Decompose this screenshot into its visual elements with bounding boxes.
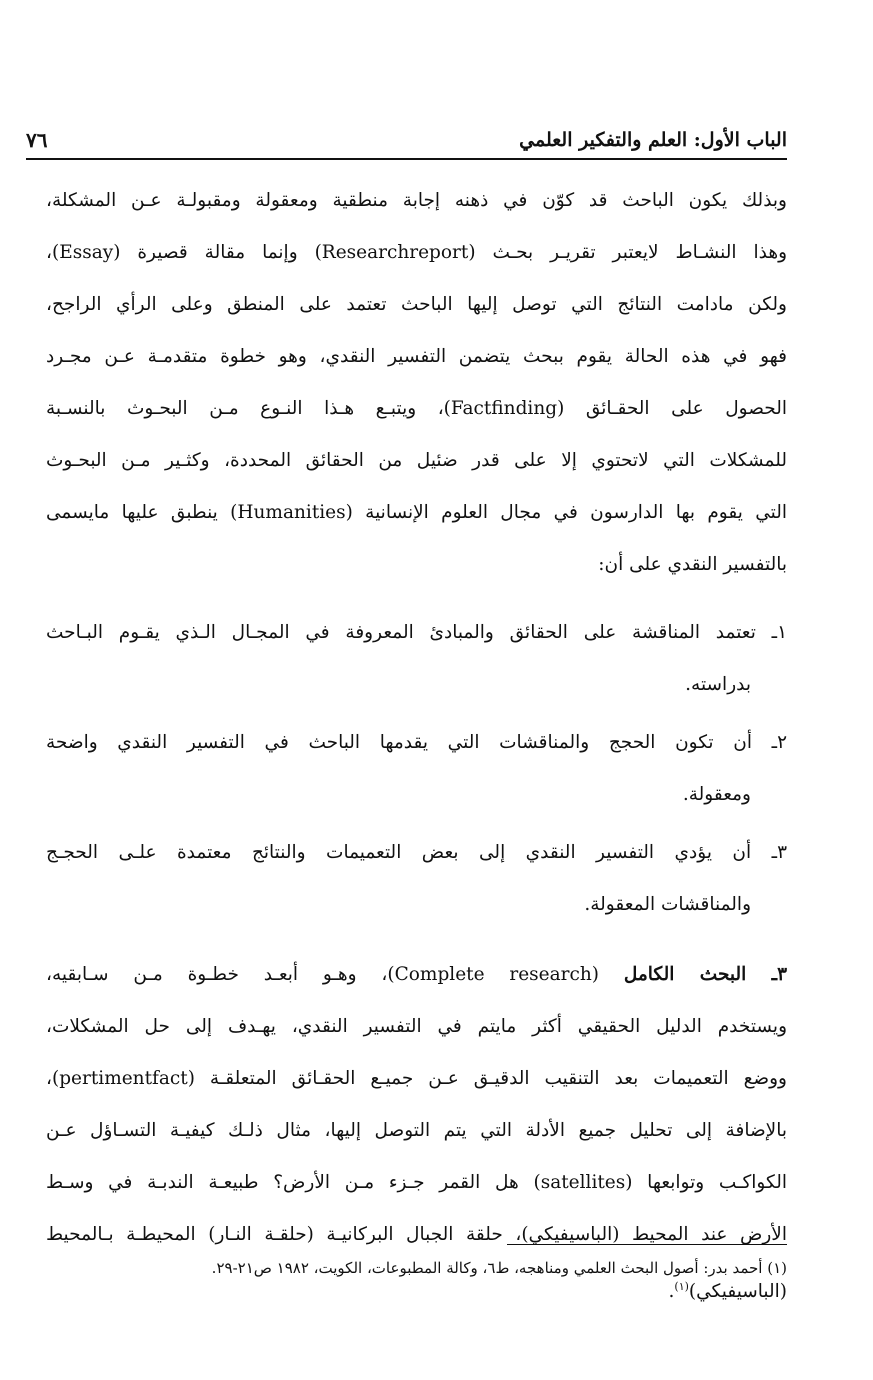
footnote-reference: (١): [674, 1280, 689, 1293]
intro-line: التي يقوم بها الدارسون في مجال العلوم الإنسانية (Humanities) ينطبق عليها مايسمى: [46, 502, 787, 523]
list-item-line: ومعقولة.: [682, 784, 751, 805]
list-item: [46, 607, 787, 711]
section-line: ووضع التعميمات بعد التنقيب الدقيـق عـن جميـع الحقـائق المتعلقـة (pertimentfact)،: [46, 1068, 787, 1089]
intro-line: وهذا النشـاط لايعتبر تقريـر بحـث (Researchreport) وإنما مقالة قصيرة (Essay)،: [46, 242, 787, 263]
list-item-line: ٣ـ أن يؤدي التفسير النقدي إلى بعض التعميمات والنتائج معتمدة علـى الحجـج: [46, 842, 787, 863]
footnote: (١) أحمد بدر: أصول البحث العلمي ومناهجه، ط٦، وكالة المطبوعات، الكويت، ١٩٨٢ ص٢١-٢٩.: [211, 1259, 787, 1277]
section-line: الكواكـب وتوابعها (satellites) هل القمر جـزء مـن الأرض؟ طبيعـة الندبـة في وسـط: [46, 1172, 787, 1193]
page-number: ٧٦: [26, 128, 48, 152]
running-header: [26, 122, 787, 160]
page-body: [46, 175, 787, 1313]
list-item-line: ١ـ تعتمد المناقشة على الحقائق والمبادئ المعروفة في المجـال الـذي يقـوم البـاحث: [46, 622, 787, 643]
chapter-title: الباب الأول: العلم والتفكير العلمي: [519, 129, 787, 151]
list-item-line: ٢ـ أن تكون الحجج والمناقشات التي يقدمها الباحث في التفسير النقدي واضحة: [46, 732, 787, 753]
section-body-lines: [46, 1001, 787, 1261]
intro-line: ولكن مادامت النتائج التي توصل إليها الباحث تعتمد على المنطق وعلى الرأي الراجح،: [46, 294, 787, 315]
intro-paragraph: [46, 175, 787, 591]
intro-line: الحصول على الحقـائق (Factfinding)، ويتبـع هـذا النـوع مـن البحـوث بالنسـبة: [46, 398, 787, 419]
section-last-line-end: .: [668, 1281, 675, 1303]
footnote-separator: [507, 1244, 787, 1245]
section-first-line-rest: (Complete research)، وهـو أبعـد خطـوة مـن سـابقيه،: [46, 964, 624, 985]
intro-line: بالتفسير النقدي على أن:: [598, 554, 787, 575]
section-lead-term: ٣ًـ البحث الكامل: [623, 964, 787, 985]
section-line: بالإضافة إلى تحليل جميع الأدلة التي يتم التوصل إليها، مثال ذلـك كيفيـة التسـاؤل عـن: [46, 1120, 787, 1141]
section-first-line: [46, 949, 787, 1001]
section-line: الأرض عند المحيط (الباسيفيكي)، حلقة الجبال البركانيـة (حلقـة النـار) المحيطـة بـالمحيط: [46, 1224, 787, 1245]
section-last-line-text: (الباسيفيكي): [688, 1281, 787, 1303]
list-item: [46, 827, 787, 931]
intro-line: للمشكلات التي لاتحتوي إلا على قدر ضئيل من الحقائق المحددة، وكثـير مـن البحـوث: [46, 450, 787, 471]
list-item-line: بدراسته.: [685, 674, 751, 695]
numbered-list: [46, 607, 787, 931]
intro-line: فهو في هذه الحالة يقوم ببحث يتضمن التفسير النقدي، وهو خطوة متقدمـة عـن مجـرد: [46, 346, 787, 367]
intro-line: وبذلك يكون الباحث قد كوّن في ذهنه إجابة منطقية ومعقولة ومقبولـة عـن المشكلة،: [46, 190, 787, 211]
list-item-line: والمناقشات المعقولة.: [584, 894, 751, 915]
list-item: [46, 717, 787, 821]
section-line: ويستخدم الدليل الحقيقي أكثر مايتم في التفسير النقدي، يهـدف إلى حل المشكلات،: [46, 1016, 787, 1037]
